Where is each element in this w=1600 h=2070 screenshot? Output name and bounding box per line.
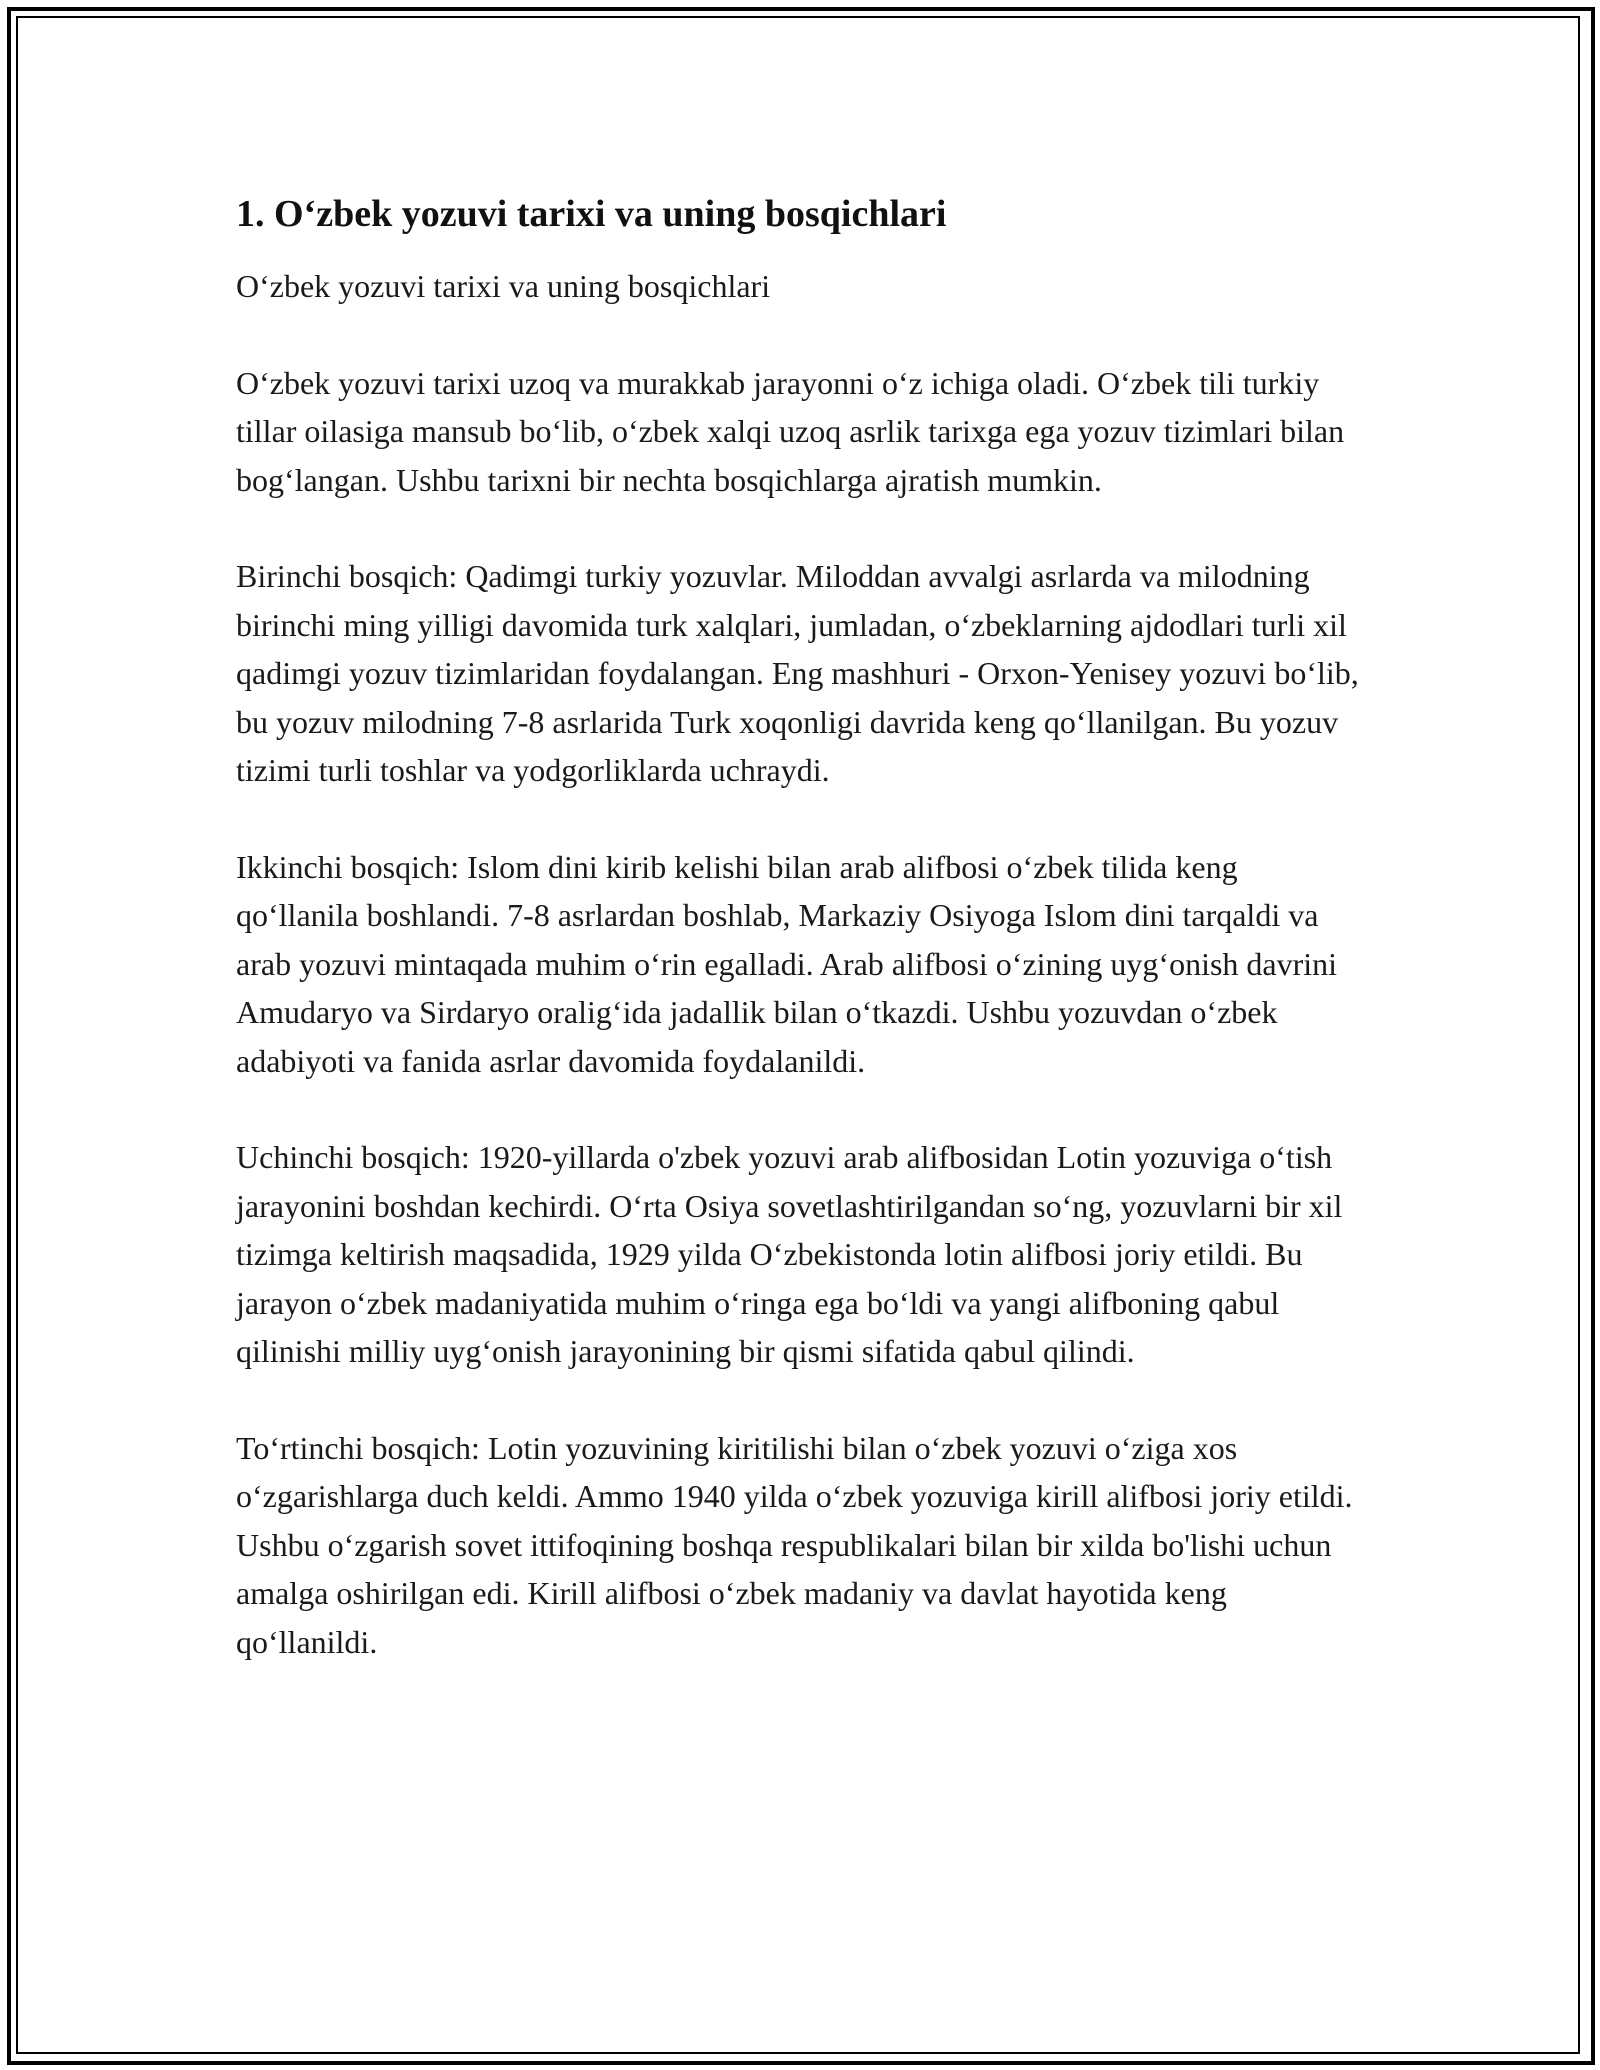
stage-one-paragraph: Birinchi bosqich: Qadimgi turkiy yozuvlar. Miloddan avvalgi asrlarda va milodning birinchi ming yilligi davomida turk xalqlari, jumladan, o‘zbeklarning ajdodlari turli xil qadimgi yozuv tizimlaridan foydalangan. Eng mashhuri - Orxon-Yenisey yozuvi bo‘lib, bu yozuv milodning 7-8 asrlarida Turk xoqonligi davrida keng qo‘llanilgan. Bu yozuv tizimi turli toshlar va yodgorliklarda uchraydi. (236, 558, 1359, 788)
subtitle-paragraph: O‘zbek yozuvi tarixi va uning bosqichlari (236, 268, 771, 304)
stage-four-paragraph: To‘rtinchi bosqich: Lotin yozuvining kiritilishi bilan o‘zbek yozuvi o‘ziga xos o‘zgarishlarga duch keldi. Ammo 1940 yilda o‘zbek yozuviga kirill alifbosi joriy etildi. Ushbu o‘zgarish sovet ittifoqining boshqa respublikalari bilan bir xilda bo'lishi uchun amalga oshirilgan edi. Kirill alifbosi o‘zbek madaniy va davlat hayotida keng qo‘llanildi. (236, 1429, 1353, 1660)
stage-three-paragraph: Uchinchi bosqich: 1920-yillarda o'zbek yozuvi arab alifbosidan Lotin yozuviga o‘tish jarayonini boshdan kechirdi. O‘rta Osiya sovetlashtirilgandan so‘ng, yozuvlarni bir xil tizimga keltirish maqsadida, 1929 yilda O‘zbekistonda lotin alifbosi joriy etildi. Bu jarayon o‘zbek madaniyatida muhim o‘ringa ega bo‘ldi va yangi alifboning qabul qilinishi milliy uyg‘onish jarayonining bir qismi sifatida qabul qilindi. (236, 1139, 1343, 1369)
document-title: 1. O‘zbek yozuvi tarixi va uning bosqichlari (236, 193, 947, 235)
intro-paragraph: O‘zbek yozuvi tarixi uzoq va murakkab jarayonni o‘z ichiga oladi. O‘zbek tili turkiy tillar oilasiga mansub bo‘lib, o‘zbek xalqi uzoq asrlik tarixga ega yozuv tizimlari bilan bog‘langan. Ushbu tarixni bir nechta bosqichlarga ajratish mumkin. (236, 364, 1345, 498)
document-body (236, 188, 1366, 1714)
stage-two-paragraph: Ikkinchi bosqich: Islom dini kirib kelishi bilan arab alifbosi o‘zbek tilida keng qo‘llanila boshlandi. 7-8 asrlardan boshlab, Markaziy Osiyoga Islom dini tarqaldi va arab yozuvi mintaqada muhim o‘rin egalladi. Arab alifbosi o‘zining uyg‘onish davrini Amudaryo va Sirdaryo oralig‘ida jadallik bilan o‘tkazdi. Ushbu yozuvdan o‘zbek adabiyoti va fanida asrlar davomida foydalanildi. (236, 848, 1338, 1079)
